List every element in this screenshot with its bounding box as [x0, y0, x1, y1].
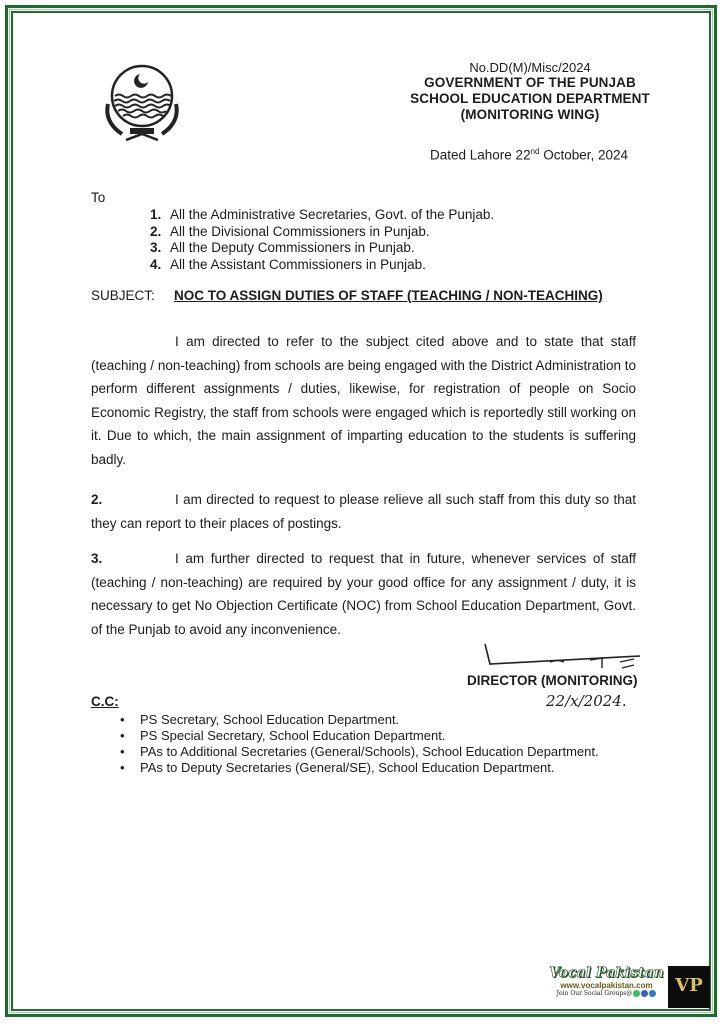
- signature-mark-icon: [480, 642, 650, 672]
- addressee-number: 1.: [150, 207, 162, 222]
- watermark: [549, 965, 664, 997]
- cc-list: [120, 712, 599, 776]
- paragraph-2: [91, 488, 636, 535]
- header-department: SCHOOL EDUCATION DEPARTMENT: [410, 91, 650, 106]
- paragraph-number: 3.: [91, 551, 103, 566]
- reference-number: No.DD(M)/Misc/2024: [469, 60, 591, 75]
- subject-text: NOC TO ASSIGN DUTIES OF STAFF (TEACHING / NON-TEACHING): [174, 288, 603, 303]
- letter-header: [395, 60, 665, 123]
- cc-item: [120, 760, 599, 776]
- paragraph-number: 2.: [91, 492, 103, 507]
- punjab-government-emblem-icon: [96, 56, 188, 148]
- cc-item-text: PS Secretary, School Education Department.: [140, 712, 400, 727]
- paragraph-text: I am further directed to request that in future, whenever services of staff (teaching / non-teaching) are required by your good office for any assignment / duty, it is necessary to get No Objection Certificate (NOC) from School Education Department, Govt. of the Punjab to avoid any inconvenience.: [91, 551, 636, 637]
- date-prefix: Dated Lahore 22: [430, 147, 531, 163]
- header-wing: (MONITORING WING): [460, 107, 600, 122]
- addressee-item: [150, 240, 494, 257]
- addressee-text: All the Administrative Secretaries, Govt. of the Punjab.: [170, 207, 495, 222]
- paragraph-1: I am directed to refer to the subject cited above and to state that staff (teaching / non-teaching) from schools are being engaged with the District Administration to perform different assignments / duties, likewise, for registration of people on Socio Economic Registry, the staff from schools were engaged which is reportedly still working on it. Due to which, the main assignment of imparting education to the students is suffering badly.: [91, 334, 636, 467]
- bullet-icon: •: [120, 760, 125, 775]
- cc-item-text: PAs to Additional Secretaries (General/Schools), School Education Department.: [140, 744, 599, 759]
- cc-item-text: PAs to Deputy Secretaries (General/SE), School Education Department.: [140, 760, 555, 775]
- header-government: GOVERNMENT OF THE PUNJAB: [424, 75, 636, 90]
- watermark-url: www.vocalpakistan.com: [560, 981, 653, 990]
- addressee-number: 2.: [150, 223, 162, 239]
- addressee-text: All the Deputy Commissioners in Punjab.: [170, 240, 415, 255]
- addressee-number: 3.: [150, 240, 162, 255]
- to-label: To: [91, 190, 106, 205]
- bullet-icon: •: [120, 712, 125, 727]
- facebook-icon: [641, 990, 648, 997]
- vocal-pakistan-logo: VP: [668, 966, 710, 1008]
- addressee-number: 4.: [150, 256, 162, 272]
- linkedin-icon: [649, 990, 656, 997]
- subject-label: SUBJECT:: [91, 288, 155, 303]
- watermark-title: Vocal Pakistan: [549, 965, 664, 981]
- cc-item: [120, 744, 599, 760]
- paragraph-text: I am directed to request to please relieve all such staff from this duty so that they can report to their places of postings.: [91, 492, 636, 531]
- signatory-title: DIRECTOR (MONITORING): [467, 673, 638, 688]
- addressee-item: [150, 207, 494, 224]
- addressee-text: All the Assistant Commissioners in Punjab.: [170, 256, 426, 272]
- watermark-join-text: Join Our Social Groups@: [556, 990, 633, 997]
- whatsapp-icon: [633, 990, 640, 997]
- date-ordinal: nd: [530, 147, 540, 156]
- addressee-text: All the Divisional Commissioners in Punjab.: [170, 223, 430, 239]
- addressee-list: [150, 207, 494, 273]
- cc-item-text: PS Special Secretary, School Education Department.: [140, 728, 446, 743]
- subject-line: [91, 288, 603, 303]
- handwritten-date: 22/x/2024.: [546, 692, 627, 710]
- watermark-social: [549, 990, 664, 997]
- addressee-item: [150, 224, 494, 241]
- bullet-icon: •: [120, 728, 125, 743]
- cc-item: [120, 728, 599, 744]
- date-suffix: October, 2024: [539, 147, 629, 163]
- bullet-icon: •: [120, 744, 125, 759]
- cc-label: C.C:: [91, 694, 119, 709]
- letter-date: [430, 147, 628, 163]
- cc-item: [120, 712, 599, 728]
- addressee-item: [150, 257, 494, 274]
- paragraph-3: [91, 547, 636, 641]
